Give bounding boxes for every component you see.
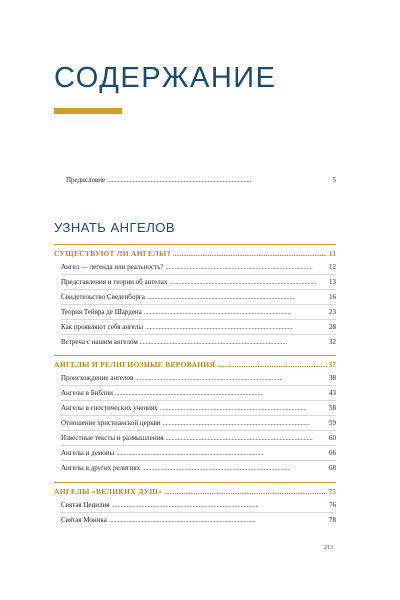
toc-entry-label: Представления и теории об ангелах (61, 277, 168, 286)
toc-entry[interactable] (61, 274, 336, 289)
toc-entry[interactable] (61, 289, 336, 304)
dot-leader (163, 419, 327, 428)
toc-entry[interactable] (61, 334, 336, 349)
chapter-block (54, 355, 336, 475)
dot-leader (142, 464, 327, 473)
dot-leader (135, 374, 327, 383)
toc-entry-page: 5 (332, 176, 336, 184)
toc-entry[interactable] (61, 371, 336, 385)
toc-entry[interactable] (61, 430, 336, 445)
toc-entry-page: 78 (329, 515, 336, 524)
toc-entry-page: 38 (329, 373, 336, 382)
toc-entry-label: Святая Цецилия (61, 500, 110, 509)
toc-entry-label: Теория Тейяра де Шардена (61, 307, 142, 316)
page-title: СОДЕРЖАНИЕ (54, 62, 277, 94)
toc-entry-label: Святая Моника (61, 515, 107, 524)
toc-entry-page: 66 (329, 448, 336, 457)
toc-entry-label: Предисловие (66, 176, 106, 184)
chapter-page: 11 (328, 249, 336, 258)
toc-entry-page: 13 (329, 277, 336, 286)
dot-leader (164, 486, 326, 498)
dot-leader (160, 404, 327, 413)
dot-leader (145, 323, 327, 332)
toc-entry[interactable] (61, 260, 336, 274)
toc-entry-page: 16 (329, 292, 336, 301)
chapter-page: 75 (328, 487, 336, 496)
chapter-title: АНГЕЛЫ И РЕЛИГИОЗНЫЕ ВЕРОВАНИЯ (54, 360, 216, 369)
toc-entry-label: Ангелы и демоны (61, 448, 115, 457)
dot-leader (173, 248, 327, 260)
chapter-title-row[interactable] (54, 483, 336, 498)
title-accent-bar (54, 108, 122, 114)
dot-leader (147, 293, 327, 302)
toc-entry[interactable] (61, 304, 336, 319)
toc-entry-page: 58 (329, 403, 336, 412)
part-heading: УЗНАТЬ АНГЕЛОВ (54, 220, 176, 235)
chapter-title: АНГЕЛЫ «ВЕЛИКИХ ДУШ» (54, 487, 163, 496)
section-list (54, 260, 336, 349)
dot-leader (144, 308, 327, 317)
toc-entry[interactable] (61, 498, 336, 512)
section-list (54, 498, 336, 527)
toc-entry-label: Как проявляют себя ангелы (61, 322, 144, 331)
toc-entry-label: Известные тексты и размышления (61, 433, 164, 442)
toc-entry-label: Свидетельство Сведенборга (61, 292, 145, 301)
dot-leader (111, 501, 327, 510)
dot-leader (166, 263, 328, 272)
chapter-block (54, 482, 336, 527)
toc-entry-page: 76 (329, 500, 336, 509)
toc-entry-label: Происхождение ангелов (61, 373, 134, 382)
toc-entry[interactable] (61, 460, 336, 475)
dot-leader (109, 516, 327, 525)
toc-entry-page: 28 (329, 322, 336, 331)
toc-entry-label: Отношение христианской церкви (61, 418, 161, 427)
chapter-title: СУЩЕСТВУЮТ ЛИ АНГЕЛЫ? (54, 249, 171, 258)
chapter-title-row[interactable] (54, 356, 336, 371)
toc-entry-page: 68 (329, 463, 336, 472)
toc-entry[interactable] (61, 512, 336, 527)
toc-entry-page: 60 (329, 433, 336, 442)
toc-entry[interactable] (61, 400, 336, 415)
dot-leader (107, 175, 330, 186)
toc-entry[interactable] (61, 415, 336, 430)
toc-entry[interactable] (61, 385, 336, 400)
dot-leader (169, 278, 327, 287)
chapter-title-row[interactable] (54, 245, 336, 260)
toc-entry-label: Ангелы в Библии (61, 388, 113, 397)
toc-entry-page: 23 (329, 307, 336, 316)
toc-entry-page: 32 (329, 337, 336, 346)
toc-entry-page: 12 (329, 262, 336, 271)
chapter-block (54, 244, 336, 349)
dot-leader (165, 434, 327, 443)
toc-entry-label: Ангелы в гностических учениях (61, 403, 158, 412)
dot-leader (140, 338, 327, 347)
toc-entry-preface[interactable] (66, 175, 336, 186)
toc-entry-page: 43 (329, 388, 336, 397)
toc-entry[interactable] (61, 319, 336, 334)
toc-entry[interactable] (61, 445, 336, 460)
page-number: 213 (324, 545, 333, 551)
dot-leader (217, 359, 326, 371)
dot-leader (115, 389, 327, 398)
dot-leader (116, 449, 327, 458)
section-list (54, 371, 336, 475)
toc-entry-label: Ангелы в других религиях (61, 463, 141, 472)
chapter-page: 37 (328, 360, 336, 369)
toc-entry-label: Ангел — легенда или реальность? (61, 262, 164, 271)
toc-entry-label: Встреча с нашим ангелом (61, 337, 138, 346)
toc-entry-page: 59 (329, 418, 336, 427)
